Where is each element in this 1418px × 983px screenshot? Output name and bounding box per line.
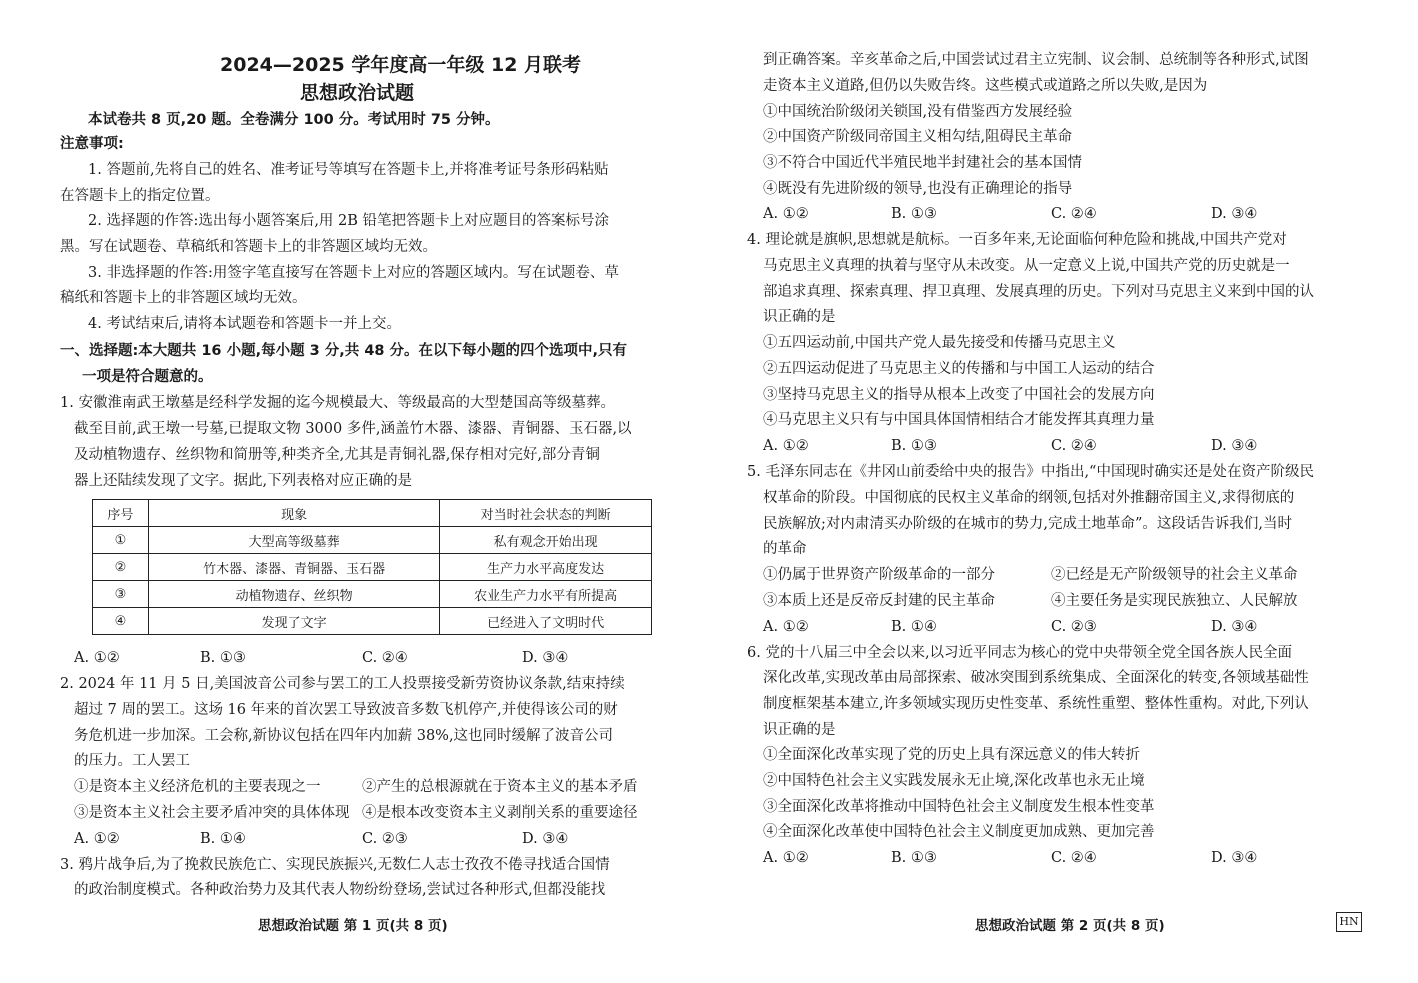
question-6-statement: ②中国特色社会主义实践发展永无止境,深化改革也永无止境 [763,773,1145,789]
question-5-option-b: B. ①④ [891,619,937,635]
question-2-text: 超过 7 周的罢工。这场 16 年来的首次罢工导致波音多数飞机停产,并使得该公司的财 [74,702,618,718]
question-3-statement: ②中国资产阶级同帝国主义相勾结,阻碍民主革命 [763,129,1073,145]
table-row [93,527,652,554]
table-header: 现象 [148,500,439,527]
question-1-text: 截至目前,武王墩一号墓,已提取文物 3000 多件,涵盖竹木器、漆器、青铜器、玉石器,以 [74,421,632,437]
question-3-text: 3. 鸦片战争后,为了挽救民族危亡、实现民族振兴,无数仁人志士孜孜不倦寻找适合国情 [60,857,610,873]
question-4-option-b: B. ①③ [891,438,937,454]
question-3-text: 走资本主义道路,但仍以失败告终。这些模式或道路之所以失败,是因为 [763,78,1208,94]
question-2-statement: ④是根本改变资本主义剥削关系的重要途径 [362,805,638,821]
question-4-text: 识正确的是 [763,309,836,325]
question-5-statement: ④主要任务是实现民族独立、人民解放 [1051,593,1298,609]
page-1-footer: 思想政治试题 第 1 页(共 8 页) [258,918,448,934]
question-6-statement: ④全面深化改革使中国特色社会主义制度更加成熟、更加完善 [763,824,1155,840]
table-row [93,554,652,581]
question-2-statement: ②产生的总根源就在于资本主义的基本矛盾 [362,779,638,795]
question-6-option-d: D. ③④ [1211,850,1258,866]
question-2-option-a: A. ①② [74,831,120,847]
table-header: 对当时社会状态的判断 [440,500,652,527]
question-3-option-d: D. ③④ [1211,206,1258,222]
table-cell: ③ [93,581,149,608]
question-1-option-c: C. ②④ [362,650,408,666]
question-6-option-a: A. ①② [763,850,809,866]
question-4-statement: ②五四运动促进了马克思主义的传播和与中国工人运动的结合 [763,361,1155,377]
question-3-statement: ④既没有先进阶级的领导,也没有正确理论的指导 [763,181,1073,197]
question-2-text: 的压力。工人罢工 [74,753,190,769]
question-3-statement: ①中国统治阶级闭关锁国,没有借鉴西方发展经验 [763,104,1073,120]
question-3-option-b: B. ①③ [891,206,937,222]
question-5-text: 民族解放;对内肃清买办阶级的在城市的势力,完成土地革命”。这段话告诉我们,当时 [763,516,1293,532]
exam-info: 本试卷共 8 页,20 题。全卷满分 100 分。考试用时 75 分钟。 [88,112,500,128]
question-3-option-a: A. ①② [763,206,809,222]
question-3-text: 到正确答案。辛亥革命之后,中国尝试过君主立宪制、议会制、总统制等各种形式,试图 [763,52,1309,68]
table-row [93,608,652,635]
section-heading: 一项是符合题意的。 [82,369,213,385]
question-2-option-b: B. ①④ [200,831,246,847]
page-2-footer: 思想政治试题 第 2 页(共 8 页) [975,918,1165,934]
question-6-text: 制度框架基本建立,许多领域实现历史性变革、系统性重塑、整体性重构。对此,下列认 [763,696,1309,712]
section-heading: 一、选择题:本大题共 16 小题,每小题 3 分,共 48 分。在以下每小题的四个选项中,只有 [60,343,628,359]
question-5-option-a: A. ①② [763,619,809,635]
region-badge: HN [1336,912,1362,932]
question-6-option-c: C. ②④ [1051,850,1097,866]
question-1-text: 1. 安徽淮南武王墩墓是经科学发掘的迄今规模最大、等级最高的大型楚国高等级墓葬。 [60,395,615,411]
notice-line: 稿纸和答题卡上的非答题区域均无效。 [60,290,307,306]
question-6-statement: ③全面深化改革将推动中国特色社会主义制度发生根本性变革 [763,799,1155,815]
table-cell: 生产力水平高度发达 [440,554,652,581]
question-3-text: 的政治制度模式。各种政治势力及其代表人物纷纷登场,尝试过各种形式,但都没能找 [74,882,606,898]
question-5-option-d: D. ③④ [1211,619,1258,635]
question-6-statement: ①全面深化改革实现了党的历史上具有深远意义的伟大转折 [763,747,1140,763]
question-2-option-d: D. ③④ [522,831,569,847]
question-4-text: 马克思主义真理的执着与坚守从未改变。从一定意义上说,中国共产党的历史就是一 [763,258,1290,274]
question-2-text: 2. 2024 年 11 月 5 日,美国波音公司参与罢工的工人投票接受新劳资协议条款,结束持续 [60,676,625,692]
question-4-option-d: D. ③④ [1211,438,1258,454]
table-header: 序号 [93,500,149,527]
notice-line: 黑。写在试题卷、草稿纸和答题卡上的非答题区域均无效。 [60,239,437,255]
question-1-option-a: A. ①② [74,650,120,666]
question-3-option-c: C. ②④ [1051,206,1097,222]
question-1-option-d: D. ③④ [522,650,569,666]
table-cell: 已经进入了文明时代 [440,608,652,635]
table-cell: ② [93,554,149,581]
exam-subtitle: 思想政治试题 [300,82,415,104]
question-2-statement: ①是资本主义经济危机的主要表现之一 [74,779,321,795]
notice-heading: 注意事项: [60,136,124,152]
question-6-text: 6. 党的十八届三中全会以来,以习近平同志为核心的党中央带领全党全国各族人民全面 [747,645,1293,661]
notice-line: 3. 非选择题的作答:用签字笔直接写在答题卡上对应的答题区域内。写在试题卷、草 [88,265,619,281]
question-5-text: 5. 毛泽东同志在《井冈山前委给中央的报告》中指出,“中国现时确实还是处在资产阶级民 [747,464,1314,480]
table-cell: 农业生产力水平有所提高 [440,581,652,608]
question-4-text: 4. 理论就是旗帜,思想就是航标。一百多年来,无论面临何种危险和挑战,中国共产党对 [747,232,1287,248]
question-5-statement: ③本质上还是反帝反封建的民主革命 [763,593,995,609]
question-4-option-c: C. ②④ [1051,438,1097,454]
table-cell: 私有观念开始出现 [440,527,652,554]
table-cell: ④ [93,608,149,635]
table-row [93,581,652,608]
question-5-statement: ②已经是无产阶级领导的社会主义革命 [1051,567,1298,583]
question-5-text: 的革命 [763,541,807,557]
notice-line: 1. 答题前,先将自己的姓名、准考证号等填写在答题卡上,并将准考证号条形码粘贴 [88,162,609,178]
table-header-row [93,500,652,527]
question-4-option-a: A. ①② [763,438,809,454]
table-cell: 大型高等级墓葬 [148,527,439,554]
table-cell: ① [93,527,149,554]
question-4-statement: ③坚持马克思主义的指导从根本上改变了中国社会的发展方向 [763,387,1155,403]
notice-line: 2. 选择题的作答:选出每小题答案后,用 2B 铅笔把答题卡上对应题目的答案标号涂 [88,213,610,229]
question-3-statement: ③不符合中国近代半殖民地半封建社会的基本国情 [763,155,1082,171]
question-4-statement: ①五四运动前,中国共产党人最先接受和传播马克思主义 [763,335,1116,351]
question-5-option-c: C. ②③ [1051,619,1097,635]
question-5-statement: ①仍属于世界资产阶级革命的一部分 [763,567,995,583]
question-5-text: 权革命的阶段。中国彻底的民权主义革命的纲领,包括对外推翻帝国主义,求得彻底的 [763,490,1295,506]
table-cell: 动植物遗存、丝织物 [148,581,439,608]
question-6-text: 识正确的是 [763,722,836,738]
notice-line: 在答题卡上的指定位置。 [60,188,220,204]
question-2-text: 务危机进一步加深。工会称,新协议包括在四年内加薪 38%,这也同时缓解了波音公司 [74,728,614,744]
question-1-text: 及动植物遗存、丝织物和简册等,种类齐全,尤其是青铜礼器,保存相对完好,部分青铜 [74,447,600,463]
question-4-text: 部追求真理、探索真理、捍卫真理、发展真理的历史。下列对马克思主义来到中国的认 [763,284,1314,300]
notice-line: 4. 考试结束后,请将本试题卷和答题卡一并上交。 [88,316,402,332]
question-1-option-b: B. ①③ [200,650,246,666]
question-4-statement: ④马克思主义只有与中国具体国情相结合才能发挥其真理力量 [763,412,1155,428]
question-6-option-b: B. ①③ [891,850,937,866]
question-1-text: 器上还陆续发现了文字。据此,下列表格对应正确的是 [74,473,413,489]
question-1-table [92,499,652,635]
exam-title: 2024—2025 学年度高一年级 12 月联考 [220,54,582,76]
question-2-option-c: C. ②③ [362,831,408,847]
table-cell: 竹木器、漆器、青铜器、玉石器 [148,554,439,581]
table-cell: 发现了文字 [148,608,439,635]
question-2-statement: ③是资本主义社会主要矛盾冲突的具体体现 [74,805,350,821]
question-6-text: 深化改革,实现改革由局部探索、破冰突围到系统集成、全面深化的转变,各领域基础性 [763,670,1309,686]
